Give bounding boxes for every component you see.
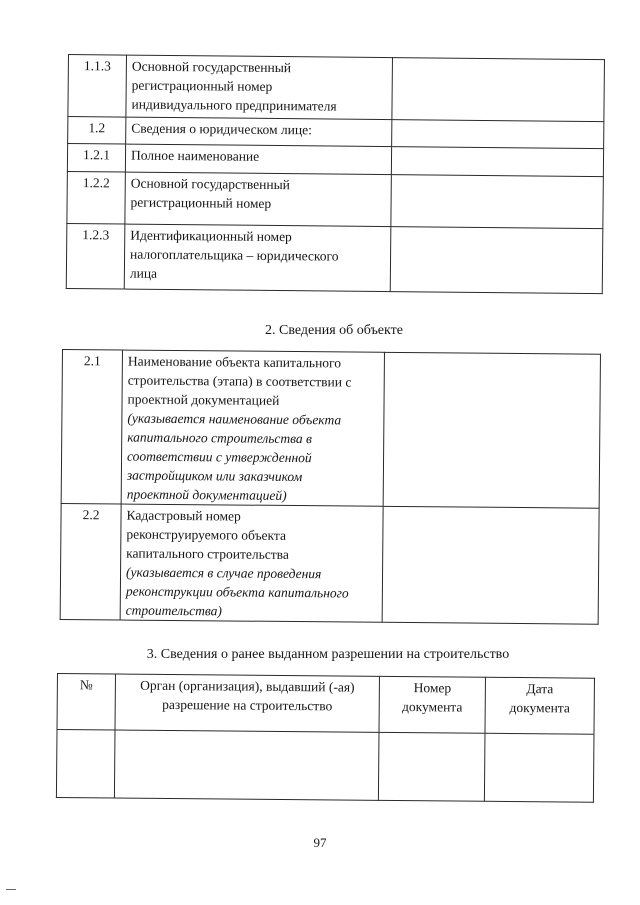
row-label: Наименование объекта капитального строительства (этапа) в соответствии с проектной документацией (указывается наименование объекта капитального строительства в соответствии с утвержденной застройщиком или заказчиком проектной документацией) (121, 350, 384, 506)
row-hint: соответствии с утвержденной (127, 448, 312, 466)
row-number: 2.1 (61, 350, 122, 505)
row-hint: реконструкции объекта капитального (125, 583, 349, 601)
table-row (61, 350, 600, 509)
row-number: 1.2.1 (67, 144, 125, 173)
row-label: Сведения о юридическом лице: (126, 117, 392, 147)
previous-permit-table (56, 673, 595, 803)
cell-document-number[interactable] (378, 732, 485, 801)
row-value-field[interactable] (383, 352, 600, 508)
row-number: 1.2.3 (66, 223, 125, 289)
row-value-field[interactable] (391, 175, 603, 229)
row-number: 1.2 (68, 117, 126, 145)
applicant-info-table (66, 54, 605, 294)
column-header-number: № (57, 674, 115, 731)
object-info-table (60, 349, 601, 625)
row-value-field[interactable] (392, 120, 604, 149)
table-row (56, 730, 594, 803)
cell-authority[interactable] (114, 730, 379, 800)
table-row (67, 171, 603, 228)
row-hint: (указывается наименование объекта (127, 410, 342, 428)
section-title-previous-permit: 3. Сведения о ранее выданном разрешении на строительство (146, 647, 510, 662)
row-value-field[interactable] (390, 227, 603, 294)
row-value-field[interactable] (391, 147, 603, 177)
column-header-document-date: Дата документа (485, 677, 594, 734)
column-header-authority: Орган (организация), выдавший (-ая) разрешение на строительство (115, 674, 379, 732)
cell-document-date[interactable] (484, 733, 594, 802)
scan-margin-mark (6, 889, 16, 890)
table-row (68, 55, 605, 122)
row-value-field[interactable] (382, 506, 599, 624)
row-number: 1.2.2 (67, 171, 125, 224)
row-number: 1.1.3 (68, 55, 127, 118)
row-label: Полное наименование (125, 144, 391, 175)
table-row (66, 223, 603, 293)
page-number: 97 (313, 835, 327, 850)
row-label: Кадастровый номер реконструируемого объекта капитального строительства (указывается в случае проведения реконструкции объекта капитального строительства) (120, 504, 383, 622)
section-title-object-info: 2. Сведения об объекте (265, 323, 403, 338)
row-hint: застройщиком или заказчиком (126, 467, 303, 485)
row-label: Идентификационный номер налогоплательщика – юридического лица (124, 224, 391, 292)
row-hint: строительства) (125, 602, 222, 619)
row-hint: капитального строительства в (127, 429, 312, 447)
row-hint: проектной документацией) (126, 486, 287, 503)
table-row (60, 503, 599, 624)
column-header-document-number: Номер документа (379, 676, 485, 733)
row-value-field[interactable] (392, 58, 605, 122)
row-label: Основной государственный регистрационный номер индивидуального предпринимателя (126, 55, 393, 120)
cell-number[interactable] (56, 730, 115, 799)
row-hint: (указывается в случае проведения (125, 564, 322, 582)
row-number: 2.2 (60, 503, 121, 620)
row-label: Основной государственный регистрационный номер (125, 172, 391, 227)
table-header-row (57, 674, 594, 735)
